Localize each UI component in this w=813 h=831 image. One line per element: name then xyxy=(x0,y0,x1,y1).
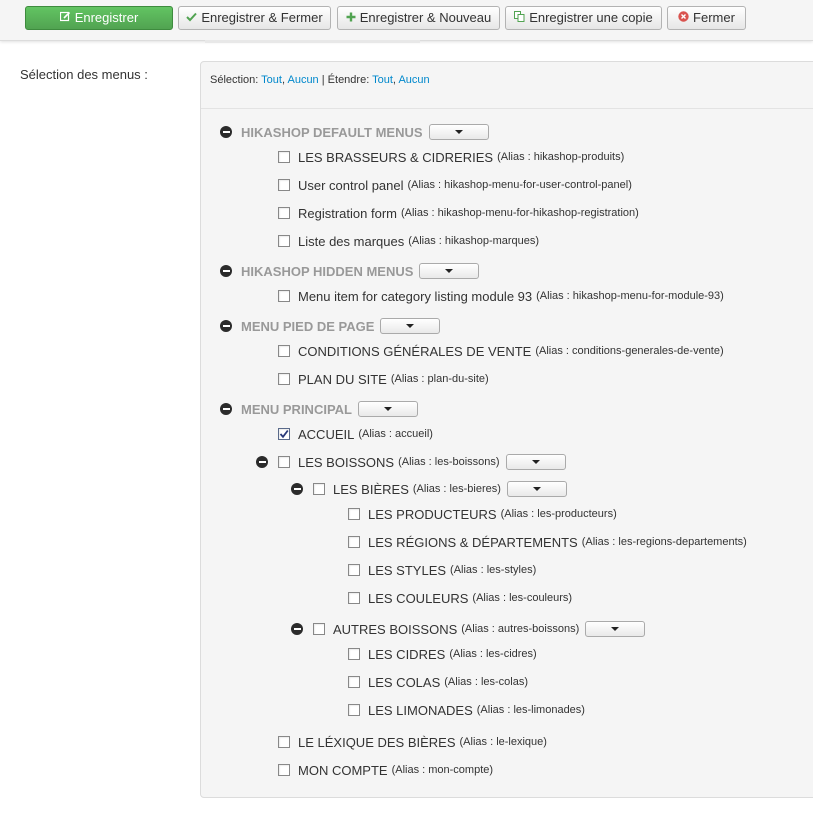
menu-item-alias: (Alias : autres-boissons) xyxy=(461,623,580,635)
menu-item-checkbox[interactable] xyxy=(278,235,290,247)
menu-item-checkbox[interactable] xyxy=(348,676,360,688)
menu-item[interactable] xyxy=(278,285,724,307)
menu-selection-label: Sélection des menus : xyxy=(20,67,148,82)
save-button[interactable] xyxy=(25,6,173,30)
menu-item-checkbox[interactable] xyxy=(348,704,360,716)
menu-item-label: Registration form xyxy=(298,205,397,221)
menu-item-label: LES BRASSEURS & CIDRERIES xyxy=(298,149,494,165)
menu-item-alias: (Alias : les-bieres) xyxy=(412,483,501,495)
menu-item-label: LES BOISSONS xyxy=(298,454,395,470)
menu-item[interactable] xyxy=(278,368,489,390)
menu-item-label: AUTRES BOISSONS xyxy=(333,621,458,637)
menu-item-alias: (Alias : hikashop-menu-for-module-93) xyxy=(536,290,724,302)
expand-label: Étendre: xyxy=(327,74,370,86)
menu-item-autres-boissons[interactable] xyxy=(291,618,645,640)
caret-down-icon xyxy=(384,407,392,411)
collapse-icon[interactable] xyxy=(220,320,232,332)
menu-item[interactable] xyxy=(348,699,585,721)
menu-group-principal xyxy=(220,398,418,420)
caret-down-icon xyxy=(533,487,541,491)
menu-item-checkbox[interactable] xyxy=(278,207,290,219)
caret-down-icon xyxy=(445,269,453,273)
caret-down-icon xyxy=(406,324,414,328)
edit-icon xyxy=(60,7,71,29)
menu-item-alias: (Alias : hikashop-menu-for-hikashop-registration) xyxy=(400,207,639,219)
save-copy-label: Enregistrer une copie xyxy=(529,10,653,25)
menu-item[interactable] xyxy=(278,230,539,252)
caret-down-icon xyxy=(611,627,619,631)
menu-item-checkbox[interactable] xyxy=(348,536,360,548)
menu-item[interactable] xyxy=(278,731,547,753)
menu-item-label: ACCUEIL xyxy=(298,426,355,442)
menu-item-label: LES STYLES xyxy=(368,562,447,578)
menu-dropdown[interactable] xyxy=(429,124,489,140)
menu-item-checkbox[interactable] xyxy=(313,483,325,495)
collapse-icon[interactable] xyxy=(220,126,232,138)
menu-item-checkbox[interactable] xyxy=(278,290,290,302)
menu-item-alias: (Alias : les-producteurs) xyxy=(500,508,617,520)
menu-item-label: LES PRODUCTEURS xyxy=(368,506,497,522)
menu-item-alias: (Alias : les-boissons) xyxy=(398,456,500,468)
expand-none-link[interactable]: Aucun xyxy=(398,74,430,86)
menu-group-pied-de-page xyxy=(220,315,440,337)
menu-item[interactable] xyxy=(278,202,639,224)
selection-divider xyxy=(201,108,813,109)
menu-item[interactable] xyxy=(278,174,632,196)
save-new-button[interactable] xyxy=(337,6,500,30)
menu-dropdown[interactable] xyxy=(585,621,645,637)
check-icon xyxy=(186,7,197,29)
close-label: Fermer xyxy=(693,10,735,25)
menu-dropdown[interactable] xyxy=(380,318,440,334)
menu-item-checkbox[interactable] xyxy=(278,736,290,748)
menu-item-alias: (Alias : les-styles) xyxy=(450,564,537,576)
menu-item-checkbox[interactable] xyxy=(348,508,360,520)
collapse-icon[interactable] xyxy=(256,456,268,468)
menu-item-alias: (Alias : conditions-generales-de-vente) xyxy=(535,345,724,357)
menu-item-alias: (Alias : accueil) xyxy=(358,428,433,440)
menu-item[interactable] xyxy=(278,340,724,362)
selection-label: Sélection: xyxy=(210,74,259,86)
save-copy-button[interactable] xyxy=(505,6,662,30)
menu-item-alias: (Alias : plan-du-site) xyxy=(390,373,489,385)
menu-item-label: CONDITIONS GÉNÉRALES DE VENTE xyxy=(298,343,532,359)
caret-down-icon xyxy=(455,130,463,134)
save-label: Enregistrer xyxy=(74,10,139,25)
menu-item[interactable] xyxy=(348,503,617,525)
select-all-link[interactable]: Tout xyxy=(261,74,282,86)
menu-item-bieres[interactable] xyxy=(291,478,567,500)
menu-item-checkbox-checked[interactable] xyxy=(278,428,290,440)
menu-item-checkbox[interactable] xyxy=(278,764,290,776)
menu-item-label: LES LIMONADES xyxy=(368,702,473,718)
menu-item-boissons[interactable] xyxy=(256,451,566,473)
menu-dropdown[interactable] xyxy=(358,401,418,417)
menu-item[interactable] xyxy=(348,671,528,693)
menu-item-alias: (Alias : hikashop-produits) xyxy=(497,151,625,163)
menu-dropdown[interactable] xyxy=(506,454,566,470)
menu-item-checkbox[interactable] xyxy=(278,373,290,385)
menu-item-checkbox[interactable] xyxy=(278,151,290,163)
caret-down-icon xyxy=(532,460,540,464)
menu-item[interactable] xyxy=(278,759,493,781)
save-close-label: Enregistrer & Fermer xyxy=(201,10,323,25)
menu-item[interactable] xyxy=(278,146,624,168)
cancel-icon xyxy=(678,7,689,29)
menu-item-alias: (Alias : hikashop-menu-for-user-control-panel) xyxy=(407,179,632,191)
menu-item-alias: (Alias : mon-compte) xyxy=(391,764,494,776)
plus-icon xyxy=(346,7,356,29)
collapse-icon[interactable] xyxy=(291,623,303,635)
selection-separator: | xyxy=(321,74,325,86)
menu-item-checkbox[interactable] xyxy=(278,179,290,191)
menu-item-label: LE LÉXIQUE DES BIÈRES xyxy=(298,734,456,750)
menu-item-checkbox[interactable] xyxy=(348,564,360,576)
menu-item-label: Menu item for category listing module 93 xyxy=(298,288,533,304)
menu-item-label: LES BIÈRES xyxy=(333,481,409,497)
menu-item-checkbox[interactable] xyxy=(313,623,325,635)
menu-item-alias: (Alias : les-regions-departements) xyxy=(581,536,747,548)
toolbar xyxy=(0,0,813,41)
menu-item[interactable] xyxy=(348,643,537,665)
menu-item-label: User control panel xyxy=(298,177,404,193)
menu-item[interactable] xyxy=(348,531,747,553)
menu-item-alias: (Alias : hikashop-marques) xyxy=(408,235,540,247)
expand-all-link[interactable]: Tout xyxy=(372,74,393,86)
menu-group-hikashop-default xyxy=(220,121,489,143)
save-close-button[interactable] xyxy=(178,6,331,30)
menu-title: MENU PIED DE PAGE xyxy=(241,318,375,334)
menu-item-label: MON COMPTE xyxy=(298,762,388,778)
menu-item-label: LES RÉGIONS & DÉPARTEMENTS xyxy=(368,534,578,550)
menu-title: MENU PRINCIPAL xyxy=(241,401,352,417)
menu-dropdown[interactable] xyxy=(419,263,479,279)
copy-icon xyxy=(514,7,525,29)
menu-item-label: PLAN DU SITE xyxy=(298,371,387,387)
menu-group-hikashop-hidden xyxy=(220,260,479,282)
menu-item-checkbox[interactable] xyxy=(348,592,360,604)
menu-item-checkbox[interactable] xyxy=(348,648,360,660)
menu-title: HIKASHOP HIDDEN MENUS xyxy=(241,263,414,279)
menu-item-label: LES COULEURS xyxy=(368,590,469,606)
menu-item-label: LES CIDRES xyxy=(368,646,446,662)
collapse-icon[interactable] xyxy=(291,483,303,495)
selection-bar: Sélection: Tout, Aucun | Étendre: Tout, Aucun xyxy=(210,74,430,86)
menu-item-alias: (Alias : les-cidres) xyxy=(449,648,537,660)
collapse-icon[interactable] xyxy=(220,403,232,415)
checkmark-icon xyxy=(279,429,289,439)
menu-item-alias: (Alias : les-colas) xyxy=(444,676,529,688)
save-new-label: Enregistrer & Nouveau xyxy=(359,10,492,25)
menu-item[interactable] xyxy=(348,587,572,609)
select-none-link[interactable]: Aucun xyxy=(287,74,319,86)
faded-divider xyxy=(205,40,420,43)
menu-item-checkbox[interactable] xyxy=(278,345,290,357)
menu-item-accueil[interactable] xyxy=(278,423,433,445)
menu-title: HIKASHOP DEFAULT MENUS xyxy=(241,124,423,140)
menu-item-alias: (Alias : les-couleurs) xyxy=(472,592,573,604)
menu-item-label: Liste des marques xyxy=(298,233,405,249)
menu-item-checkbox[interactable] xyxy=(278,456,290,468)
collapse-icon[interactable] xyxy=(220,265,232,277)
menu-item[interactable] xyxy=(348,559,536,581)
menu-item-alias: (Alias : le-lexique) xyxy=(459,736,547,748)
close-button[interactable] xyxy=(667,6,746,30)
menu-dropdown[interactable] xyxy=(507,481,567,497)
menu-item-alias: (Alias : les-limonades) xyxy=(476,704,585,716)
menu-item-label: LES COLAS xyxy=(368,674,441,690)
